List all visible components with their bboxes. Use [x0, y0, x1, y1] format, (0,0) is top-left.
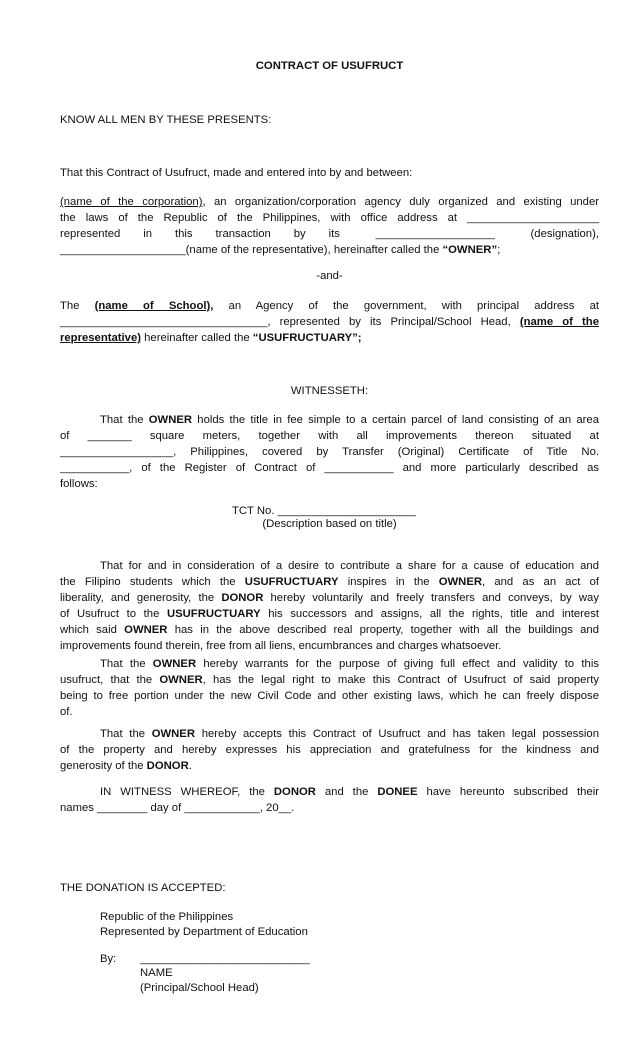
p2-line5: which said OWNER has in the above described real property, together with all the buildings and: [60, 624, 599, 637]
usufructuary-term: “USUFRUCTUARY”;: [252, 332, 362, 345]
p2-line6: improvements found therein, free from all liens, encumbrances and charges whatsoever.: [60, 640, 502, 653]
p1-line4: ___________, of the Register of Contract of ___________ and more particularly described as: [60, 462, 599, 475]
witnesseth-heading: WITNESSETH:: [290, 385, 369, 397]
signatory-position: (Principal/School Head): [140, 982, 259, 994]
party1-line4: ____________________(name of the representative), hereinafter called the “OWNER”;: [60, 244, 501, 257]
republic-label: Republic of the Philippines: [100, 911, 234, 923]
party1-line2: the laws of the Republic of the Philippines, with office address at _____________________: [60, 212, 599, 225]
party2-line1: The (name of School), an Agency of the government, with principal address at: [60, 300, 599, 312]
paragraph-consideration: [60, 558, 599, 655]
paragraph-witness-whereof: [60, 784, 599, 816]
p1-line2: of _______ square meters, together with all improvements thereon situated at: [60, 430, 599, 443]
p1-line3: __________________, Philippines, covered by Transfer (Original) Certificate of Title No.: [60, 446, 599, 459]
p5-line1: IN WITNESS WHEREOF, the DONOR and the DONEE have hereunto subscribed their: [100, 786, 599, 798]
p2-line2: the Filipino students which the USUFRUCTUARY inspires in the OWNER, and as an act of: [60, 576, 599, 589]
p3-line2: usufruct, that the OWNER, has the legal right to make this Contract of Usufruct of said property: [60, 674, 599, 687]
p3-line4: of.: [60, 706, 73, 719]
donation-accepted-heading: THE DONATION IS ACCEPTED:: [60, 882, 226, 894]
corporation-name-field: (name of the corporation): [60, 196, 203, 208]
designation-blank: ___________________: [375, 228, 495, 241]
party2-line3: representative) hereinafter called the “USUFRUCTUARY”;: [60, 332, 362, 345]
party-owner-paragraph: [60, 194, 599, 258]
signatory-name: NAME: [140, 967, 173, 979]
paragraph-warranty: [60, 656, 599, 720]
representative-field-a: (name of the: [519, 316, 599, 329]
deped-label: Represented by Department of Education: [100, 926, 308, 938]
signature-line: ___________________________: [140, 953, 310, 965]
tct-description: (Description based on title): [262, 518, 397, 530]
p3-line1: That the OWNER hereby warrants for the purpose of giving full effect and validity to this: [100, 658, 599, 670]
school-name-field: (name of School),: [94, 300, 214, 312]
p1-line1: That the OWNER holds the title in fee simple to a certain parcel of land consisting of an area: [100, 414, 599, 426]
intro-sentence: That this Contract of Usufruct, made and entered into by and between:: [60, 167, 413, 179]
party1-line1: , an organization/corporation agency duly organized and existing under: [202, 196, 599, 208]
p4-line2: of the property and hereby expresses his appreciation and gratefulness for the kindness and: [60, 744, 599, 757]
and-separator: -and-: [316, 270, 343, 282]
party2-line2: _________________________________, represented by its Principal/School Head, (name of the: [60, 316, 599, 329]
p2-line4: of Usufruct to the USUFRUCTUARY his successors and assigns, all the rights, title and interest: [60, 608, 599, 621]
p4-line1: That the OWNER hereby accepts this Contract of Usufruct and has taken legal possession: [100, 728, 599, 740]
p2-line3: liberality, and generosity, the DONOR hereby voluntarily and freely transfers and conveys, by way: [60, 592, 599, 605]
paragraph-acceptance: [60, 726, 599, 774]
designation-label: (designation),: [530, 228, 599, 241]
party1-line3-words: represented in this transaction by its: [60, 228, 340, 241]
representative-field-b: representative): [60, 332, 141, 345]
p1-line5: follows:: [60, 478, 98, 491]
party1-line3: [60, 226, 599, 242]
p2-line1: That for and in consideration of a desire to contribute a share for a cause of education and: [100, 560, 599, 572]
by-label: By:: [100, 953, 117, 965]
p4-line3: generosity of the DONOR.: [60, 760, 192, 773]
document-title: CONTRACT OF USUFRUCT: [255, 60, 404, 72]
paragraph-title-holding: [60, 412, 599, 492]
p5-line2: names ________ day of ____________, 20__.: [60, 802, 295, 815]
p3-line3: being to free portion under the new Civil Code and other existing laws, which he can freely dispose: [60, 690, 599, 703]
know-all-heading: KNOW ALL MEN BY THESE PRESENTS:: [60, 114, 272, 126]
tct-number-line: TCT No. ______________________: [232, 505, 416, 517]
party-usufructuary-paragraph: [60, 298, 599, 346]
owner-term: “OWNER”: [442, 244, 498, 257]
